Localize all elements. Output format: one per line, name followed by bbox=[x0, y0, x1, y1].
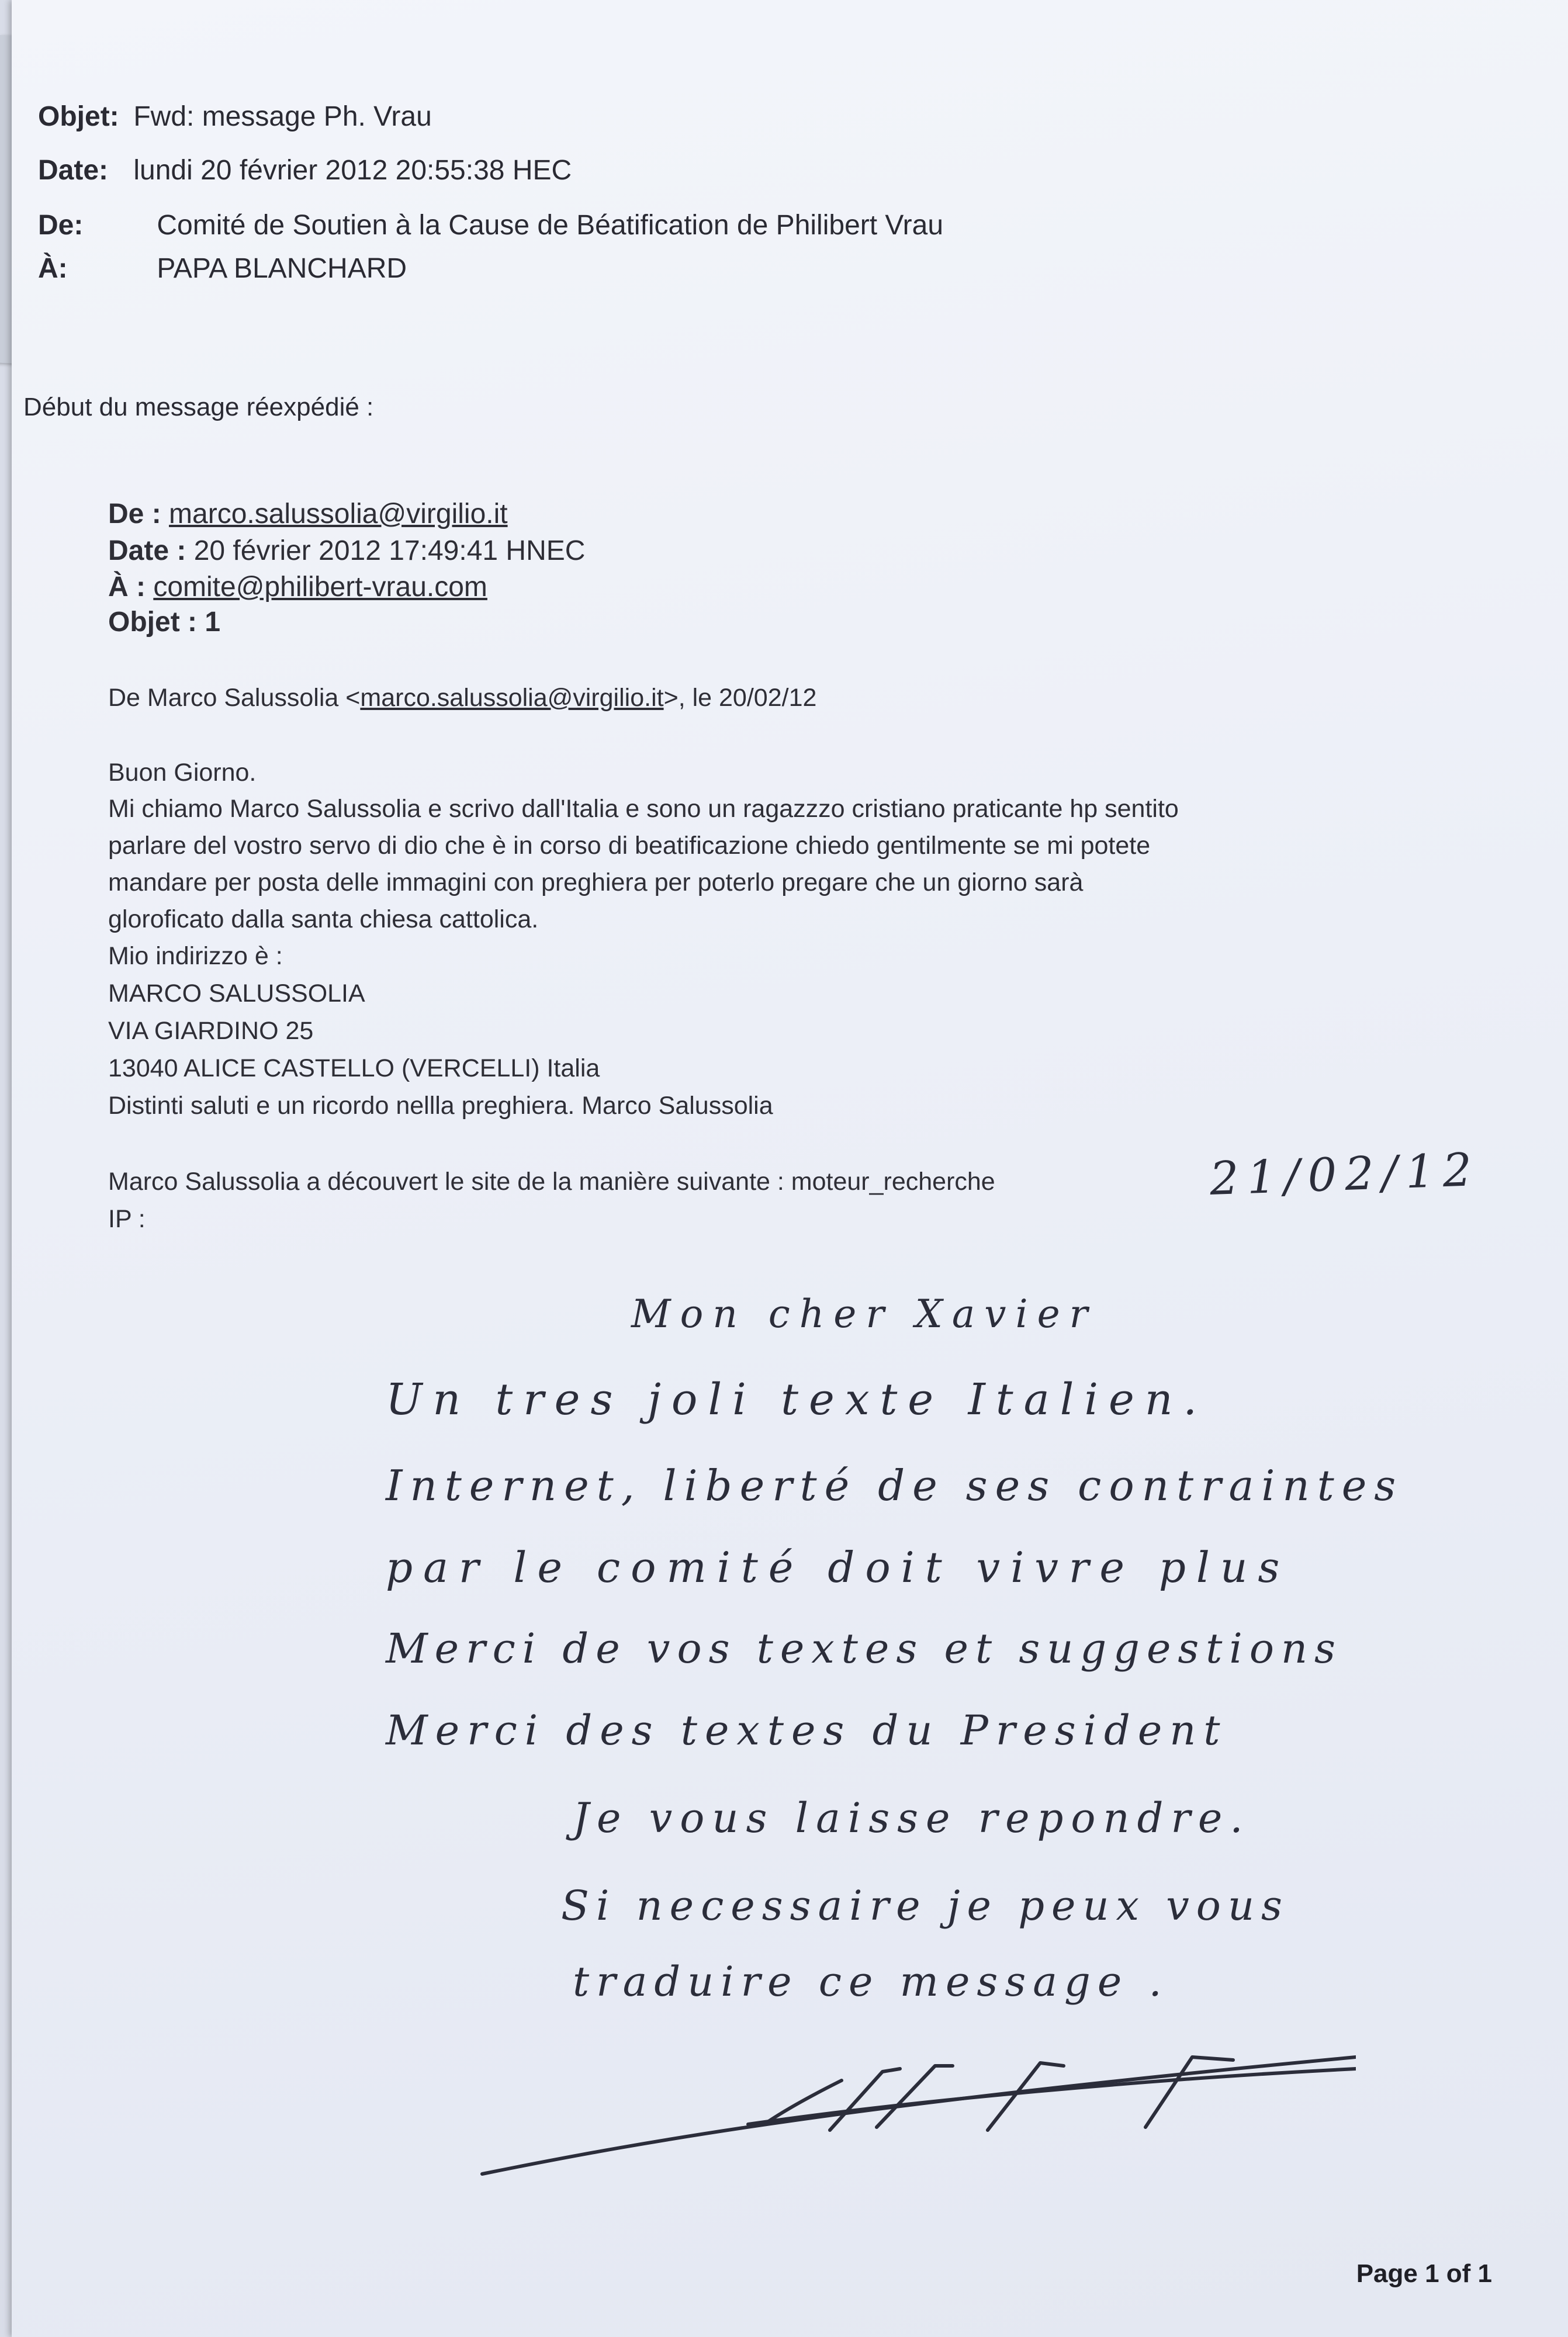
body-line: 13040 ALICE CASTELLO (VERCELLI) Italia bbox=[108, 1054, 600, 1082]
fwd-to-label: À : bbox=[108, 572, 146, 603]
handwritten-line: Mon cher Xavier bbox=[631, 1292, 1098, 1337]
body-line: gloroficato dalla santa chiesa cattolica. bbox=[108, 905, 539, 933]
handwritten-signature bbox=[479, 2016, 1356, 2191]
body-line: MARCO SALUSSOLIA bbox=[108, 979, 365, 1007]
handwritten-date: 21/02/12 bbox=[1209, 1143, 1481, 1206]
fwd-subject: 1 bbox=[205, 607, 221, 638]
body-line: Mio indirizzo è : bbox=[108, 942, 283, 970]
header-from-row bbox=[38, 209, 943, 241]
header-from: Comité de Soutien à la Cause de Béatification de Philibert Vrau bbox=[157, 210, 944, 241]
sender-prefix: De Marco Salussolia < bbox=[108, 684, 361, 712]
fwd-date-row bbox=[108, 535, 585, 567]
fwd-subject-row bbox=[108, 606, 220, 638]
fwd-subject-label: Objet : bbox=[108, 607, 197, 638]
header-subject: Fwd: message Ph. Vrau bbox=[133, 101, 432, 132]
discovery-line: Marco Salussolia a découvert le site de la manière suivante : moteur_recherche bbox=[108, 1168, 995, 1196]
handwritten-line: Si necessaire je peux vous bbox=[561, 1882, 1289, 1930]
handwritten-line: Merci de vos textes et suggestions bbox=[386, 1625, 1342, 1673]
body-line: Distinti saluti e un ricordo nellla preghiera. Marco Salussolia bbox=[108, 1092, 773, 1120]
forward-intro: Début du message réexpédié : bbox=[23, 393, 374, 421]
header-from-label: De: bbox=[38, 210, 84, 241]
ip-line: IP : bbox=[108, 1205, 146, 1233]
handwritten-line: Un tres joli texte Italien. bbox=[386, 1374, 1208, 1425]
fwd-date: 20 février 2012 17:49:41 HNEC bbox=[193, 535, 586, 566]
letter-page bbox=[12, 0, 1568, 2337]
header-to: PAPA BLANCHARD bbox=[157, 253, 407, 284]
header-date: lundi 20 février 2012 20:55:38 HEC bbox=[133, 155, 572, 186]
body-line: Buon Giorno. bbox=[108, 759, 257, 787]
handwritten-line: Internet, liberté de ses contraintes bbox=[386, 1461, 1404, 1510]
fwd-from-email[interactable]: marco.salussolia@virgilio.it bbox=[169, 498, 508, 529]
sender-email[interactable]: marco.salussolia@virgilio.it bbox=[360, 684, 664, 712]
handwritten-line: traduire ce message . bbox=[573, 1958, 1169, 2006]
fwd-to-row bbox=[108, 571, 487, 603]
header-subject-label: Objet: bbox=[38, 101, 119, 132]
header-to-row bbox=[38, 252, 407, 285]
header-to-label: À: bbox=[38, 253, 68, 284]
sender-suffix: >, le 20/02/12 bbox=[663, 684, 817, 712]
header-date-row bbox=[38, 154, 572, 186]
fwd-from-row bbox=[108, 498, 508, 530]
body-line: parlare del vostro servo di dio che è in corso di beatificazione chiedo gentilmente se mi potete bbox=[108, 832, 1151, 860]
fwd-date-label: Date : bbox=[108, 535, 186, 566]
handwritten-line: Merci des textes du President bbox=[386, 1706, 1228, 1754]
body-line: mandare per posta delle immagini con preghiera per poterlo pregare che un giorno sarà bbox=[108, 868, 1084, 896]
fwd-to-email[interactable]: comite@philibert-vrau.com bbox=[153, 572, 487, 603]
page-footer: Page 1 of 1 bbox=[1356, 2259, 1492, 2288]
header-subject-row bbox=[38, 101, 432, 133]
sender-line bbox=[108, 684, 816, 712]
handwritten-line: par le comité doit vivre plus bbox=[386, 1543, 1290, 1592]
fwd-from-label: De : bbox=[108, 498, 161, 529]
body-line: Mi chiamo Marco Salussolia e scrivo dall'Italia e sono un ragazzzo cristiano praticante hp sentito bbox=[108, 795, 1179, 823]
body-line: VIA GIARDINO 25 bbox=[108, 1017, 314, 1045]
handwritten-line: Je vous laisse repondre. bbox=[573, 1794, 1251, 1842]
header-date-label: Date: bbox=[38, 155, 109, 186]
